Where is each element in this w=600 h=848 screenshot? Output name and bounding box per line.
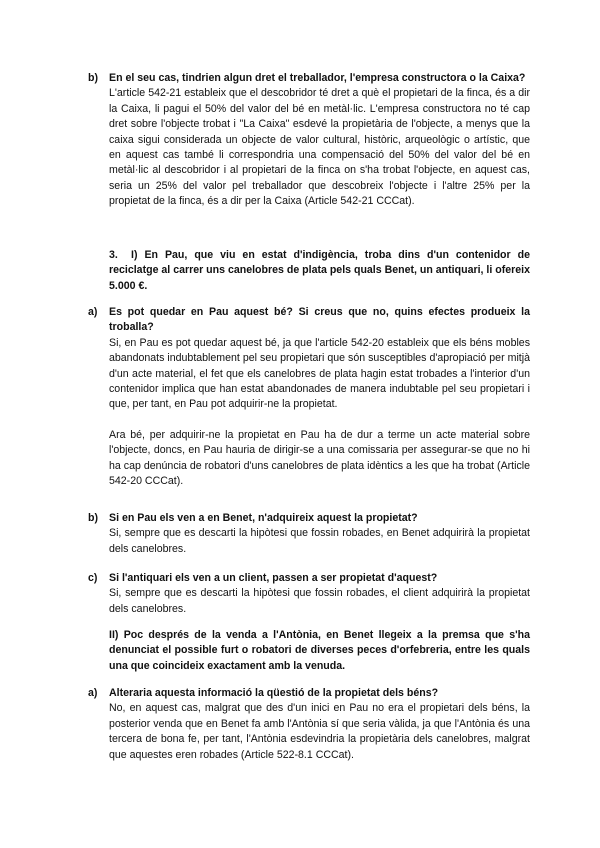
section-a1	[88, 305, 530, 489]
question-label: c)	[88, 572, 98, 584]
answer-text-continued: Ara bé, per adquirir-ne la propietat en Pau ha de dur a terme un acte material sobre l'objecte, doncs, en Pau hauria de dirigir-se a una comissaria per assegurar-se que no hi ha cap denúncia de robatori d'uns canelobres de plata idèntics a les que ha trobat (Article 542-20 CCCat).	[109, 428, 530, 488]
question-label: b)	[88, 72, 98, 84]
question-b1	[88, 71, 530, 86]
question-a2	[88, 686, 530, 701]
answer-text: L'article 542-21 estableix que el descobridor té dret a què el propietari de la finca, és a dir la Caixa, li pagui el 50% del valor del bé en metàl·lic. L'empresa constructora no té cap dret sobre l'objecte trobat i "La Caixa" esdevé la propietària de l'objecte, a menys que la caixa sigui considerada un objecte de valor cultural, històric, arqueològic o artístic, que en aquest cas també li correspondria una compensació del 50% del valor del bé en metàl·lic al descobridor i al propietari de la finca on s'ha trobat l'objecte, en aquest cas, seria un 25% del valor pel treballador que descobreix l'objecte i l'altre 25% per la propietat de la finca, és a dir per la Caixa (Article 542-21 CCCat).	[109, 87, 530, 208]
case-2-intro	[88, 628, 530, 674]
question-text: Alteraria aquesta informació la qüestió de la propietat dels béns?	[109, 687, 439, 699]
case-3-intro	[88, 248, 530, 294]
case-2-text: II) Poc després de la venda a l'Antònia, en Benet llegeix a la premsa que s'ha denunciat el possible furt o robatori de diverses peces d'orfebreria, entre les quals una que coincideix exactament amb la venuda.	[109, 629, 530, 672]
answer-text: Si, sempre que es descarti la hipòtesi que fossin robades, en Benet adquirirà la propietat dels canelobres.	[109, 527, 530, 555]
section-c1	[88, 571, 530, 617]
case-number: 3.	[109, 249, 118, 261]
question-text: Si l'antiquari els ven a un client, passen a ser propietat d'aquest?	[109, 572, 438, 584]
answer-text: Si, sempre que es descarti la hipòtesi que fossin robades, el client adquirirà la propietat dels canelobres.	[109, 587, 530, 615]
answer-text: No, en aquest cas, malgrat que des d'un inici en Pau no era el propietari dels béns, la posterior venda que en Benet fa amb l'Antònia sí que seria vàlida, ja que l'Antònia és una tercera de bona fe, per tant, l'Antònia esdevindria la propietària dels canelobres, malgrat que aquestes eren robades (Article 522-8.1 CCCat).	[109, 702, 530, 761]
question-label: a)	[88, 306, 98, 318]
question-a1	[88, 305, 530, 336]
question-b2	[88, 511, 530, 526]
question-c1	[88, 571, 530, 586]
question-label: a)	[88, 687, 98, 699]
question-text: Es pot quedar en Pau aquest bé? Si creus que no, quins efectes produeix la troballa?	[109, 306, 530, 334]
case-3-text-wrap	[109, 248, 530, 294]
section-b2	[88, 511, 530, 557]
question-text: Si en Pau els ven a en Benet, n'adquireix aquest la propietat?	[109, 512, 418, 524]
answer-text: Si, en Pau es pot quedar aquest bé, ja que l'article 542-20 estableix que els béns mobles abandonats indubtablement pel seu propietari que són susceptibles d'apropiació per mitjà d'un acte material, el fet que els canelobres de plata hagin estat trobades a l'interior d'un contenidor implica que han estat abandonades de manera indubtable pel seu propietari i que, per tant, en Pau pot adquirir-ne la propietat.	[109, 336, 530, 411]
question-text: En el seu cas, tindrien algun dret el treballador, l'empresa constructora o la Caixa?	[109, 72, 526, 84]
section-b1	[88, 71, 530, 210]
section-a2	[88, 686, 530, 763]
case-3-text: I) En Pau, que viu en estat d'indigència, troba dins d'un contenidor de reciclatge al carrer uns canelobres de plata pels quals Benet, un antiquari, li ofereix 5.000 €.	[109, 249, 530, 292]
question-label: b)	[88, 512, 98, 524]
